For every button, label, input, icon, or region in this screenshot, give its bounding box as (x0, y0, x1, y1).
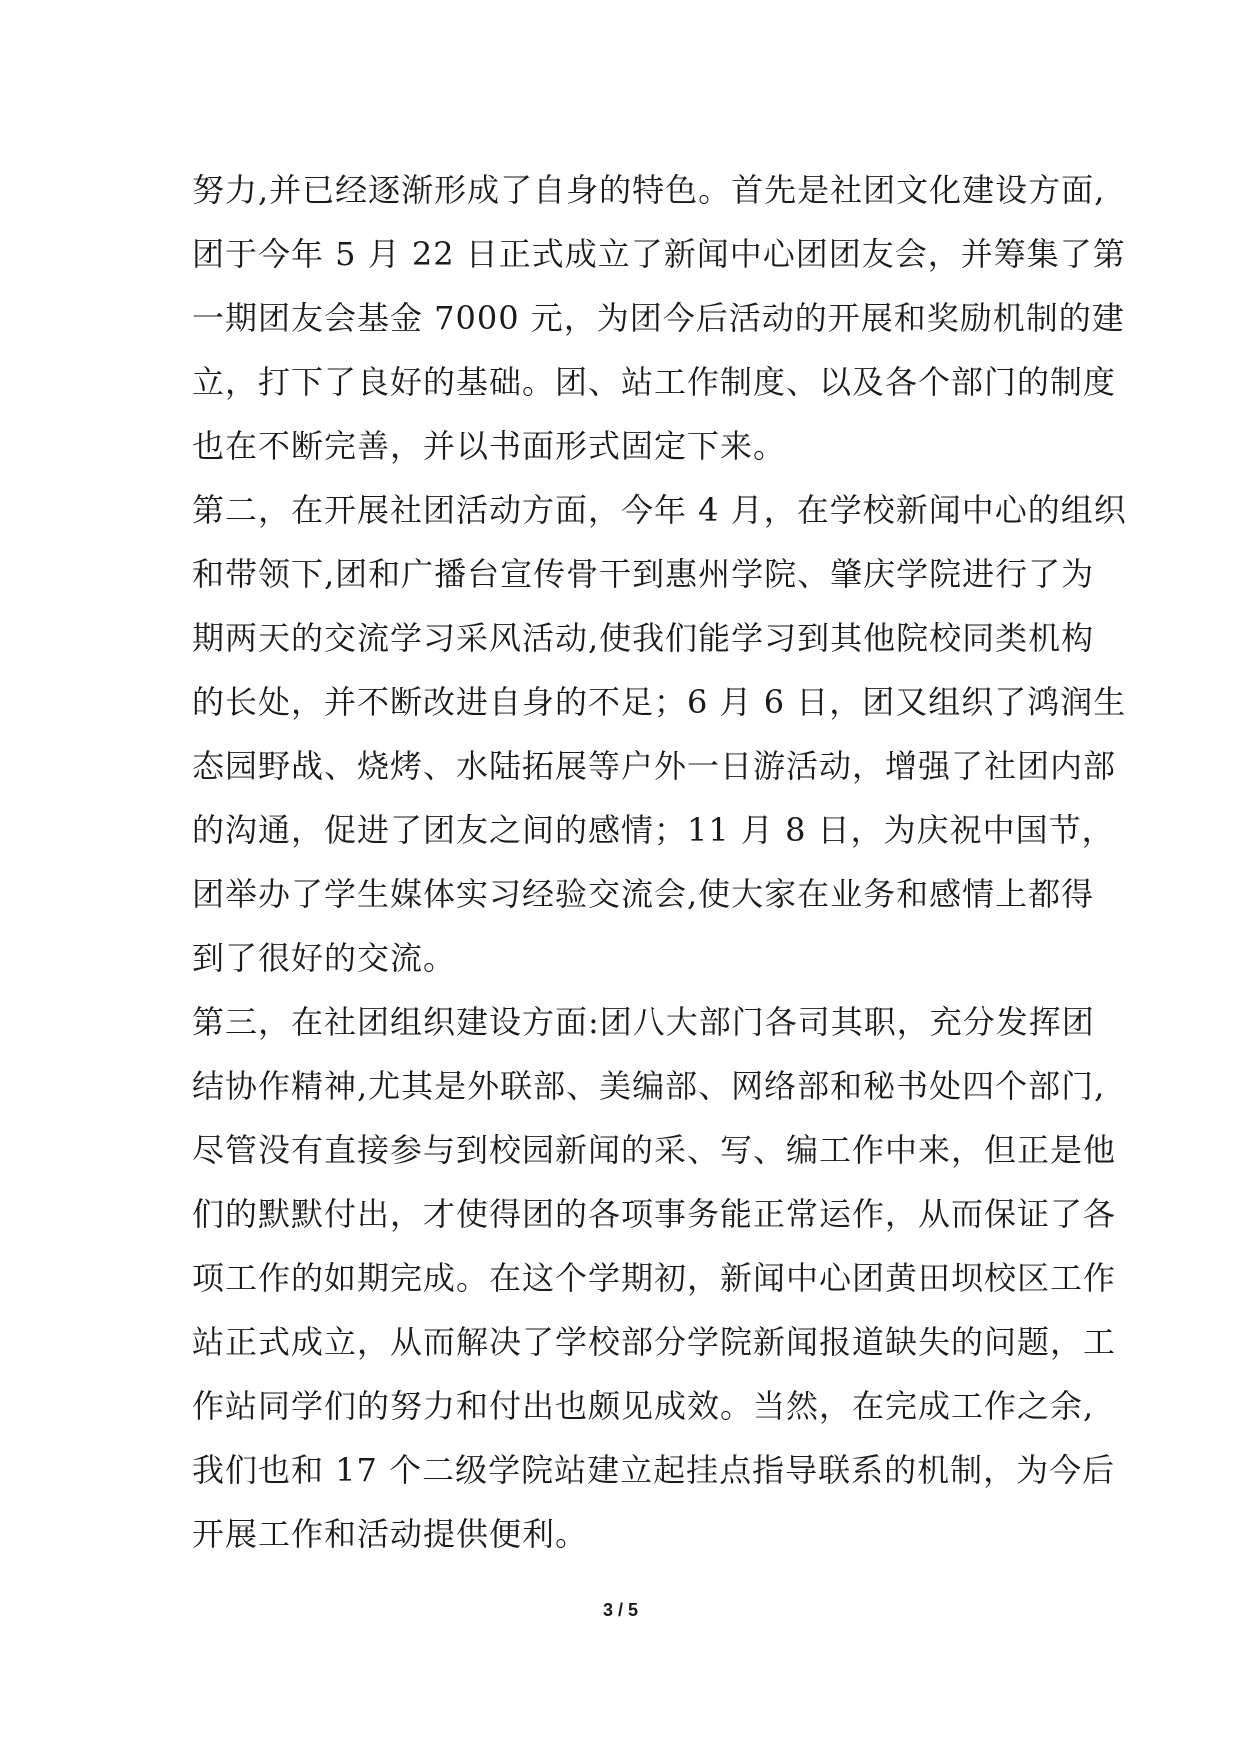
text-line: 第三，在社团组织建设方面:团八大部门各司其职，充分发挥团 (192, 1003, 1095, 1041)
text-line: 期两天的交流学习采风活动,使我们能学习到其他院校同类机构 (192, 619, 1095, 657)
text-line: 也在不断完善，并以书面形式固定下来。 (192, 427, 787, 465)
text-line: 第二，在开展社团活动方面，今年 4 月，在学校新闻中心的组织 (192, 491, 1127, 529)
text-line: 我们也和 17 个二级学院站建立起挂点指导联系的机制，为今后 (192, 1451, 1116, 1489)
text-line: 结协作精神,尤其是外联部、美编部、网络部和秘书处四个部门, (192, 1067, 1106, 1105)
text-line: 站正式成立，从而解决了学校部分学院新闻报道缺失的问题，工 (192, 1323, 1117, 1361)
text-line: 们的默默付出，才使得团的各项事务能正常运作，从而保证了各 (192, 1195, 1117, 1233)
text-line: 的沟通，促进了团友之间的感情；11 月 8 日，为庆祝中国节， (192, 811, 1115, 849)
text-line: 的长处，并不断改进自身的不足；6 月 6 日，团又组织了鸿润生 (192, 683, 1127, 721)
text-line: 项工作的如期完成。在这个学期初，新闻中心团黄田坝校区工作 (192, 1259, 1117, 1297)
text-line: 团于今年 5 月 22 日正式成立了新闻中心团团友会，并筹集了第 (192, 235, 1126, 273)
text-line: 作站同学们的努力和付出也颇见成效。当然，在完成工作之余, (192, 1387, 1095, 1425)
text-line: 开展工作和活动提供便利。 (192, 1515, 589, 1553)
body-text (192, 158, 1127, 1566)
page-number: 3 / 5 (602, 1600, 639, 1620)
text-line: 尽管没有直接参与到校园新闻的采、写、编工作中来，但正是他 (192, 1131, 1117, 1169)
text-line: 和带领下,团和广播台宣传骨干到惠州学院、肇庆学院进行了为 (192, 555, 1095, 593)
text-line: 一期团友会基金 7000 元，为团今后活动的开展和奖励机制的建 (192, 299, 1125, 337)
text-line: 团举办了学生媒体实习经验交流会,使大家在业务和感情上都得 (192, 875, 1095, 913)
text-line: 到了很好的交流。 (192, 939, 457, 977)
text-line: 努力,并已经逐渐形成了自身的特色。首先是社团文化建设方面, (192, 171, 1106, 209)
text-line: 立，打下了良好的基础。团、站工作制度、以及各个部门的制度 (192, 363, 1117, 401)
text-line: 态园野战、烧烤、水陆拓展等户外一日游活动，增强了社团内部 (192, 747, 1117, 785)
